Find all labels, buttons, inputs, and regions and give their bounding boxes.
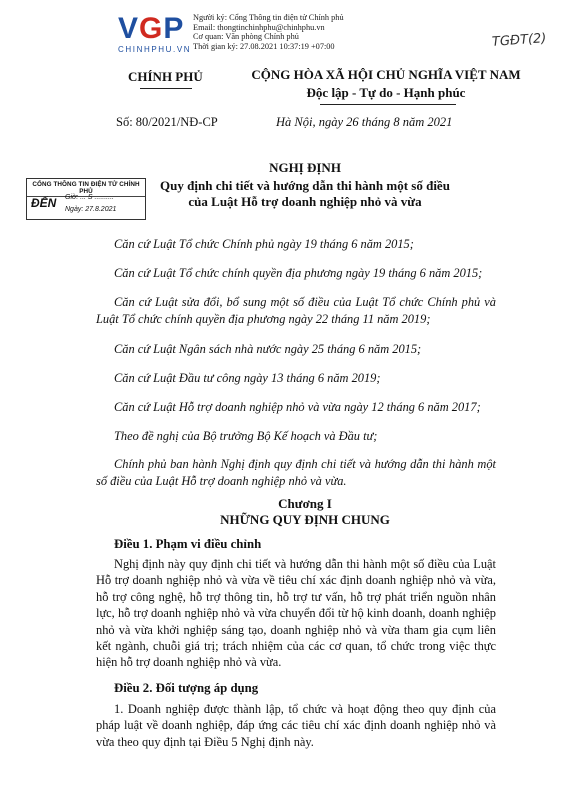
document-number: Số: 80/2021/NĐ-CP <box>116 115 218 129</box>
article-1-heading: Điều 1. Phạm vi điều chỉnh <box>114 537 262 551</box>
digital-signature-info <box>193 13 344 51</box>
national-header <box>241 66 531 102</box>
stamp-den: ĐẾN <box>31 196 57 210</box>
legal-basis-1: Căn cứ Luật Tổ chức Chính phủ ngày 19 tháng 6 năm 2015; <box>114 237 414 251</box>
article-2-text: 1. Doanh nghiệp được thành lập, tổ chức và hoạt động theo quy định của pháp luật về doanh nghiệp, đáp ứng các tiêu chí xác định doanh nghiệp nhỏ và vừa theo quy định tại Điều 5 Nghị định này. <box>96 702 496 749</box>
legal-basis-5: Căn cứ Luật Đầu tư công ngày 13 tháng 6 năm 2019; <box>114 371 381 385</box>
chapter-number: Chương I <box>278 496 332 511</box>
chapter-name: NHỮNG QUY ĐỊNH CHUNG <box>220 512 390 527</box>
stamp-org: CỔNG THÔNG TIN ĐIỆN TỬ CHÍNH PHỦ <box>27 179 145 197</box>
handwritten-note: TGĐT(2) <box>491 31 547 50</box>
signer-name: Người ký: Cổng Thông tin điện tử Chính phủ <box>193 13 344 22</box>
logo-subtitle: CHINHPHU.VN <box>118 45 192 54</box>
title-line-1: Quy định chi tiết và hướng dẫn thi hành một số điều <box>160 178 450 193</box>
nation-name: CỘNG HÒA XÃ HỘI CHỦ NGHĨA VIỆT NAM <box>251 67 521 82</box>
logo-letter-v: V <box>118 12 140 45</box>
legal-basis-7: Theo đề nghị của Bộ trưởng Bộ Kế hoạch và Đầu tư; <box>114 429 378 443</box>
document-title <box>140 160 470 210</box>
stamp-hour: Giờ: ... S .......... <box>65 194 114 201</box>
title-line-2: của Luật Hỗ trợ doanh nghiệp nhỏ và vừa <box>188 194 422 209</box>
signing-time: Thời gian ký: 27.08.2021 10:37:19 +07:00 <box>193 41 335 51</box>
received-stamp <box>26 178 146 220</box>
chapter-heading <box>140 496 470 528</box>
title-main: NGHỊ ĐỊNH <box>269 160 341 175</box>
legal-basis-6: Căn cứ Luật Hỗ trợ doanh nghiệp nhỏ và vừa ngày 12 tháng 6 năm 2017; <box>114 400 481 414</box>
national-motto: Độc lập - Tự do - Hạnh phúc <box>306 85 466 100</box>
logo-letter-g: G <box>139 12 164 45</box>
legal-basis-4: Căn cứ Luật Ngân sách nhà nước ngày 25 tháng 6 năm 2015; <box>114 342 422 356</box>
signer-email: Email: thongtinchinhphu@chinhphu.vn <box>193 22 325 32</box>
signer-agency: Cơ quan: Văn phòng Chính phủ <box>193 32 299 42</box>
article-1-text: Nghị định này quy định chi tiết và hướng dẫn thi hành một số điều của Luật Hỗ trợ doanh nghiệp nhỏ và vừa về tiêu chí xác định doanh nghiệp nhỏ và vừa, hỗ trợ công nghệ, hỗ trợ thông tin, hỗ trợ tư vấn, hỗ trợ phát triển nguồn nhân lực, hỗ trợ doanh nghiệp nhỏ và vừa chuyển đổi từ hộ kinh doanh, doanh nghiệp nhỏ và vừa khởi nghiệp sáng tạo, doanh nghiệp nhỏ và vừa tham gia cụm liên kết ngành, chuỗi giá trị; trách nhiệm của các cơ quan, tổ chức trong việc thực hiện hỗ trợ doanh nghiệp nhỏ và vừa. <box>96 557 496 670</box>
agency-underline <box>140 88 192 89</box>
issuing-agency: CHÍNH PHỦ <box>128 69 203 84</box>
logo-letter-p: P <box>163 12 185 45</box>
promulgation-statement: Chính phủ ban hành Nghị định quy định chi tiết và hướng dẫn thi hành một số điều của Luật Hỗ trợ doanh nghiệp nhỏ và vừa. <box>96 457 496 488</box>
place-and-date: Hà Nội, ngày 26 tháng 8 năm 2021 <box>276 115 453 129</box>
article-2-heading: Điều 2. Đối tượng áp dụng <box>114 681 259 695</box>
legal-basis-3: Căn cứ Luật sửa đổi, bổ sung một số điều của Luật Tổ chức Chính phủ và Luật Tổ chức chính quyền địa phương ngày 22 tháng 11 năm 2019; <box>96 295 496 326</box>
motto-underline <box>320 104 456 105</box>
legal-basis-2: Căn cứ Luật Tổ chức chính quyền địa phương ngày 19 tháng 6 năm 2015; <box>114 266 483 280</box>
stamp-date: Ngày: 27.8.2021 <box>65 206 117 213</box>
